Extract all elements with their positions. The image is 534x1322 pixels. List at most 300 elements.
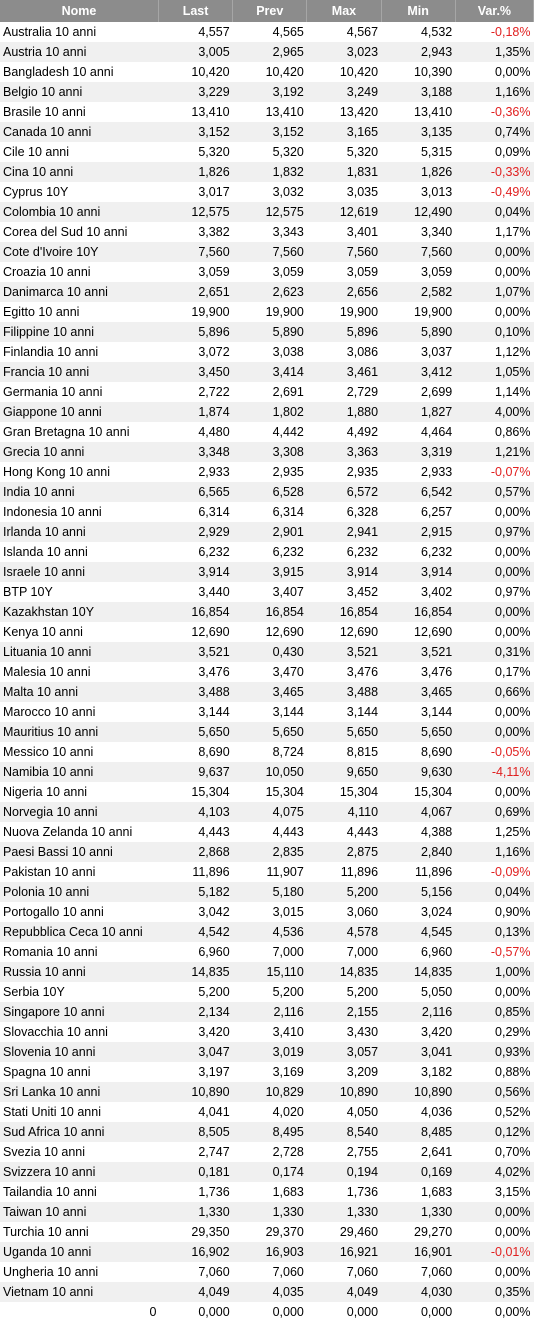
cell-name: Stati Uniti 10 anni [0,1102,158,1122]
cell-min: 2,915 [381,522,455,542]
cell-var: 0,93% [455,1042,533,1062]
cell-last: 10,420 [158,62,232,82]
table-row [0,322,534,342]
cell-var: 0,00% [455,302,533,322]
cell-name: Slovenia 10 anni [0,1042,158,1062]
cell-var: 0,00% [455,62,533,82]
cell-prev: 2,935 [233,462,307,482]
table-row [0,862,534,882]
cell-name: Danimarca 10 anni [0,282,158,302]
cell-var: 0,00% [455,262,533,282]
cell-last: 16,902 [158,1242,232,1262]
cell-max: 15,304 [307,782,381,802]
cell-var: 0,52% [455,1102,533,1122]
cell-last: 13,410 [158,102,232,122]
cell-name: Giappone 10 anni [0,402,158,422]
cell-var: 0,66% [455,682,533,702]
cell-prev: 5,320 [233,142,307,162]
cell-last: 10,890 [158,1082,232,1102]
cell-prev: 8,495 [233,1122,307,1142]
column-header-name[interactable]: Nome [0,0,158,22]
cell-var: 0,00% [455,1262,533,1282]
cell-max: 2,656 [307,282,381,302]
cell-prev: 3,470 [233,662,307,682]
table-row [0,582,534,602]
cell-last: 14,835 [158,962,232,982]
cell-prev: 4,565 [233,22,307,42]
cell-prev: 2,901 [233,522,307,542]
cell-var: 1,17% [455,222,533,242]
cell-max: 13,420 [307,102,381,122]
cell-last: 12,575 [158,202,232,222]
cell-min: 7,560 [381,242,455,262]
cell-max: 3,144 [307,702,381,722]
cell-max: 3,521 [307,642,381,662]
cell-min: 10,890 [381,1082,455,1102]
cell-last: 3,229 [158,82,232,102]
cell-max: 3,476 [307,662,381,682]
cell-min: 3,420 [381,1022,455,1042]
cell-prev: 3,019 [233,1042,307,1062]
cell-name: Messico 10 anni [0,742,158,762]
cell-prev: 3,343 [233,222,307,242]
cell-last: 3,152 [158,122,232,142]
table-row [0,542,534,562]
cell-last: 2,722 [158,382,232,402]
cell-prev: 4,020 [233,1102,307,1122]
cell-prev: 3,038 [233,342,307,362]
cell-max: 3,059 [307,262,381,282]
cell-max: 3,488 [307,682,381,702]
cell-min: 5,156 [381,882,455,902]
cell-min: 0,169 [381,1162,455,1182]
table-row [0,602,534,622]
table-row [0,1102,534,1122]
cell-max: 2,941 [307,522,381,542]
cell-name: Australia 10 anni [0,22,158,42]
cell-name: Colombia 10 anni [0,202,158,222]
cell-min: 2,943 [381,42,455,62]
table-row [0,882,534,902]
cell-name: Francia 10 anni [0,362,158,382]
cell-min: 3,521 [381,642,455,662]
table-row [0,742,534,762]
cell-min: 11,896 [381,862,455,882]
cell-prev: 7,560 [233,242,307,262]
column-header-min[interactable]: Min [381,0,455,22]
cell-name: 0 [0,1302,158,1322]
table-row [0,102,534,122]
cell-var: 0,97% [455,522,533,542]
cell-name: Pakistan 10 anni [0,862,158,882]
cell-prev: 4,536 [233,922,307,942]
table-row [0,182,534,202]
cell-prev: 7,000 [233,942,307,962]
cell-last: 2,747 [158,1142,232,1162]
cell-min: 4,388 [381,822,455,842]
cell-max: 3,165 [307,122,381,142]
header-row [0,0,534,22]
cell-name: Russia 10 anni [0,962,158,982]
cell-name: Kazakhstan 10Y [0,602,158,622]
table-row [0,722,534,742]
cell-var: 1,25% [455,822,533,842]
cell-max: 5,200 [307,882,381,902]
cell-max: 2,935 [307,462,381,482]
cell-name: Romania 10 anni [0,942,158,962]
cell-prev: 3,015 [233,902,307,922]
table-row [0,922,534,942]
cell-var: 0,00% [455,1302,533,1322]
cell-last: 2,134 [158,1002,232,1022]
cell-prev: 13,410 [233,102,307,122]
cell-min: 3,144 [381,702,455,722]
cell-prev: 3,465 [233,682,307,702]
cell-prev: 3,032 [233,182,307,202]
cell-min: 5,050 [381,982,455,1002]
cell-var: 0,00% [455,622,533,642]
cell-name: Mauritius 10 anni [0,722,158,742]
cell-max: 3,249 [307,82,381,102]
table-row [0,1242,534,1262]
cell-last: 4,542 [158,922,232,942]
cell-name: Nigeria 10 anni [0,782,158,802]
cell-prev: 6,232 [233,542,307,562]
cell-last: 5,182 [158,882,232,902]
column-header-max[interactable]: Max [307,0,381,22]
cell-var: 0,17% [455,662,533,682]
cell-prev: 2,728 [233,1142,307,1162]
cell-min: 3,041 [381,1042,455,1062]
cell-name: Hong Kong 10 anni [0,462,158,482]
cell-prev: 12,690 [233,622,307,642]
cell-min: 15,304 [381,782,455,802]
cell-var: 0,90% [455,902,533,922]
cell-var: 0,10% [455,322,533,342]
table-row [0,282,534,302]
table-row [0,562,534,582]
cell-name: BTP 10Y [0,582,158,602]
cell-min: 16,854 [381,602,455,622]
cell-max: 16,854 [307,602,381,622]
cell-name: Sud Africa 10 anni [0,1122,158,1142]
cell-name: Singapore 10 anni [0,1002,158,1022]
cell-var: 0,70% [455,1142,533,1162]
cell-name: Brasile 10 anni [0,102,158,122]
cell-prev: 3,152 [233,122,307,142]
cell-prev: 4,443 [233,822,307,842]
cell-min: 13,410 [381,102,455,122]
cell-var: -0,05% [455,742,533,762]
table-row [0,22,534,42]
cell-min: 3,037 [381,342,455,362]
cell-max: 29,460 [307,1222,381,1242]
cell-name: Germania 10 anni [0,382,158,402]
cell-prev: 4,442 [233,422,307,442]
table-row [0,422,534,442]
table-row [0,202,534,222]
cell-max: 0,194 [307,1162,381,1182]
cell-name: Marocco 10 anni [0,702,158,722]
cell-var: 0,00% [455,242,533,262]
cell-name: Taiwan 10 anni [0,1202,158,1222]
cell-name: Repubblica Ceca 10 anni [0,922,158,942]
table-row [0,122,534,142]
cell-name: Malesia 10 anni [0,662,158,682]
cell-name: Turchia 10 anni [0,1222,158,1242]
cell-prev: 1,832 [233,162,307,182]
cell-prev: 0,174 [233,1162,307,1182]
column-header-prev[interactable]: Prev [233,0,307,22]
cell-var: 0,74% [455,122,533,142]
table-row [0,682,534,702]
cell-var: -0,33% [455,162,533,182]
cell-prev: 2,691 [233,382,307,402]
cell-max: 4,110 [307,802,381,822]
table-row [0,462,534,482]
table-row [0,382,534,402]
cell-last: 11,896 [158,862,232,882]
cell-max: 3,035 [307,182,381,202]
cell-prev: 1,683 [233,1182,307,1202]
cell-var: 0,04% [455,882,533,902]
cell-max: 2,155 [307,1002,381,1022]
cell-last: 3,017 [158,182,232,202]
table-row [0,982,534,1002]
table-row [0,162,534,182]
cell-max: 8,815 [307,742,381,762]
cell-min: 3,914 [381,562,455,582]
cell-min: 8,485 [381,1122,455,1142]
cell-name: Grecia 10 anni [0,442,158,462]
cell-var: -0,57% [455,942,533,962]
cell-min: 6,232 [381,542,455,562]
cell-min: 6,542 [381,482,455,502]
table-row [0,1082,534,1102]
cell-max: 12,690 [307,622,381,642]
cell-var: 0,86% [455,422,533,442]
cell-name: Filippine 10 anni [0,322,158,342]
cell-min: 19,900 [381,302,455,322]
cell-last: 3,059 [158,262,232,282]
cell-name: Polonia 10 anni [0,882,158,902]
cell-var: 3,15% [455,1182,533,1202]
cell-min: 6,257 [381,502,455,522]
cell-max: 3,401 [307,222,381,242]
cell-max: 1,736 [307,1182,381,1202]
cell-name: Norvegia 10 anni [0,802,158,822]
cell-prev: 4,035 [233,1282,307,1302]
table-row [0,62,534,82]
cell-prev: 10,420 [233,62,307,82]
cell-var: 0,85% [455,1002,533,1022]
cell-var: -0,49% [455,182,533,202]
table-row [0,1162,534,1182]
cell-last: 3,348 [158,442,232,462]
cell-min: 3,024 [381,902,455,922]
cell-var: 1,00% [455,962,533,982]
column-header-var[interactable]: Var.% [455,0,533,22]
cell-var: 0,31% [455,642,533,662]
cell-var: 0,00% [455,702,533,722]
cell-min: 3,476 [381,662,455,682]
cell-name: Finlandia 10 anni [0,342,158,362]
table-row [0,842,534,862]
cell-last: 12,690 [158,622,232,642]
cell-name: Sri Lanka 10 anni [0,1082,158,1102]
cell-name: Namibia 10 anni [0,762,158,782]
cell-min: 4,545 [381,922,455,942]
cell-min: 6,960 [381,942,455,962]
cell-max: 3,430 [307,1022,381,1042]
column-header-last[interactable]: Last [158,0,232,22]
cell-prev: 3,915 [233,562,307,582]
cell-max: 6,572 [307,482,381,502]
cell-name: Egitto 10 anni [0,302,158,322]
cell-var: 0,00% [455,542,533,562]
cell-max: 11,896 [307,862,381,882]
cell-min: 3,465 [381,682,455,702]
cell-min: 3,188 [381,82,455,102]
cell-name: Israele 10 anni [0,562,158,582]
cell-prev: 1,330 [233,1202,307,1222]
cell-last: 1,826 [158,162,232,182]
table-row [0,1042,534,1062]
table-row [0,962,534,982]
cell-max: 3,914 [307,562,381,582]
cell-prev: 19,900 [233,302,307,322]
cell-name: Gran Bretagna 10 anni [0,422,158,442]
cell-prev: 16,903 [233,1242,307,1262]
cell-last: 3,521 [158,642,232,662]
cell-last: 4,443 [158,822,232,842]
cell-name: Vietnam 10 anni [0,1282,158,1302]
cell-var: 1,14% [455,382,533,402]
table-row [0,1302,534,1322]
cell-var: -0,18% [455,22,533,42]
table-row [0,262,534,282]
cell-var: -4,11% [455,762,533,782]
cell-max: 9,650 [307,762,381,782]
cell-last: 29,350 [158,1222,232,1242]
cell-var: 0,04% [455,202,533,222]
cell-name: India 10 anni [0,482,158,502]
cell-min: 3,182 [381,1062,455,1082]
cell-prev: 0,430 [233,642,307,662]
cell-last: 4,049 [158,1282,232,1302]
cell-min: 1,330 [381,1202,455,1222]
cell-name: Serbia 10Y [0,982,158,1002]
table-body [0,22,534,1322]
table-row [0,1062,534,1082]
cell-var: 0,12% [455,1122,533,1142]
cell-var: 1,35% [455,42,533,62]
cell-last: 0,181 [158,1162,232,1182]
table-row [0,1182,534,1202]
cell-last: 4,557 [158,22,232,42]
cell-min: 3,059 [381,262,455,282]
cell-min: 4,067 [381,802,455,822]
cell-name: Bangladesh 10 anni [0,62,158,82]
table-row [0,1002,534,1022]
cell-last: 3,450 [158,362,232,382]
cell-name: Islanda 10 anni [0,542,158,562]
cell-var: 1,12% [455,342,533,362]
table-row [0,42,534,62]
cell-var: 0,13% [455,922,533,942]
cell-prev: 6,314 [233,502,307,522]
cell-min: 2,116 [381,1002,455,1022]
cell-last: 5,320 [158,142,232,162]
table-row [0,622,534,642]
cell-last: 2,868 [158,842,232,862]
cell-last: 4,480 [158,422,232,442]
cell-last: 7,060 [158,1262,232,1282]
cell-last: 8,690 [158,742,232,762]
cell-min: 2,840 [381,842,455,862]
cell-prev: 3,169 [233,1062,307,1082]
cell-min: 3,013 [381,182,455,202]
cell-last: 3,042 [158,902,232,922]
cell-last: 6,232 [158,542,232,562]
table-row [0,1262,534,1282]
cell-last: 6,314 [158,502,232,522]
cell-min: 3,319 [381,442,455,462]
cell-last: 1,736 [158,1182,232,1202]
cell-min: 3,340 [381,222,455,242]
cell-max: 7,560 [307,242,381,262]
cell-max: 3,023 [307,42,381,62]
cell-last: 3,476 [158,662,232,682]
cell-last: 2,933 [158,462,232,482]
cell-var: 0,35% [455,1282,533,1302]
cell-min: 4,030 [381,1282,455,1302]
cell-max: 5,650 [307,722,381,742]
cell-prev: 3,059 [233,262,307,282]
cell-prev: 2,623 [233,282,307,302]
cell-var: 0,69% [455,802,533,822]
cell-var: 0,29% [455,1022,533,1042]
cell-prev: 5,200 [233,982,307,1002]
cell-var: 0,97% [455,582,533,602]
cell-max: 3,363 [307,442,381,462]
cell-max: 1,831 [307,162,381,182]
cell-var: 4,00% [455,402,533,422]
cell-max: 3,057 [307,1042,381,1062]
cell-last: 6,960 [158,942,232,962]
cell-name: Irlanda 10 anni [0,522,158,542]
cell-max: 3,060 [307,902,381,922]
cell-last: 3,420 [158,1022,232,1042]
cell-var: 1,16% [455,82,533,102]
cell-last: 1,874 [158,402,232,422]
cell-var: 4,02% [455,1162,533,1182]
cell-max: 19,900 [307,302,381,322]
cell-min: 1,683 [381,1182,455,1202]
table-row [0,902,534,922]
cell-max: 5,896 [307,322,381,342]
cell-name: Croazia 10 anni [0,262,158,282]
cell-min: 3,402 [381,582,455,602]
table-row [0,702,534,722]
cell-prev: 6,528 [233,482,307,502]
cell-var: 1,05% [455,362,533,382]
cell-max: 1,330 [307,1202,381,1222]
table-row [0,82,534,102]
cell-max: 6,232 [307,542,381,562]
cell-max: 5,200 [307,982,381,1002]
cell-prev: 7,060 [233,1262,307,1282]
